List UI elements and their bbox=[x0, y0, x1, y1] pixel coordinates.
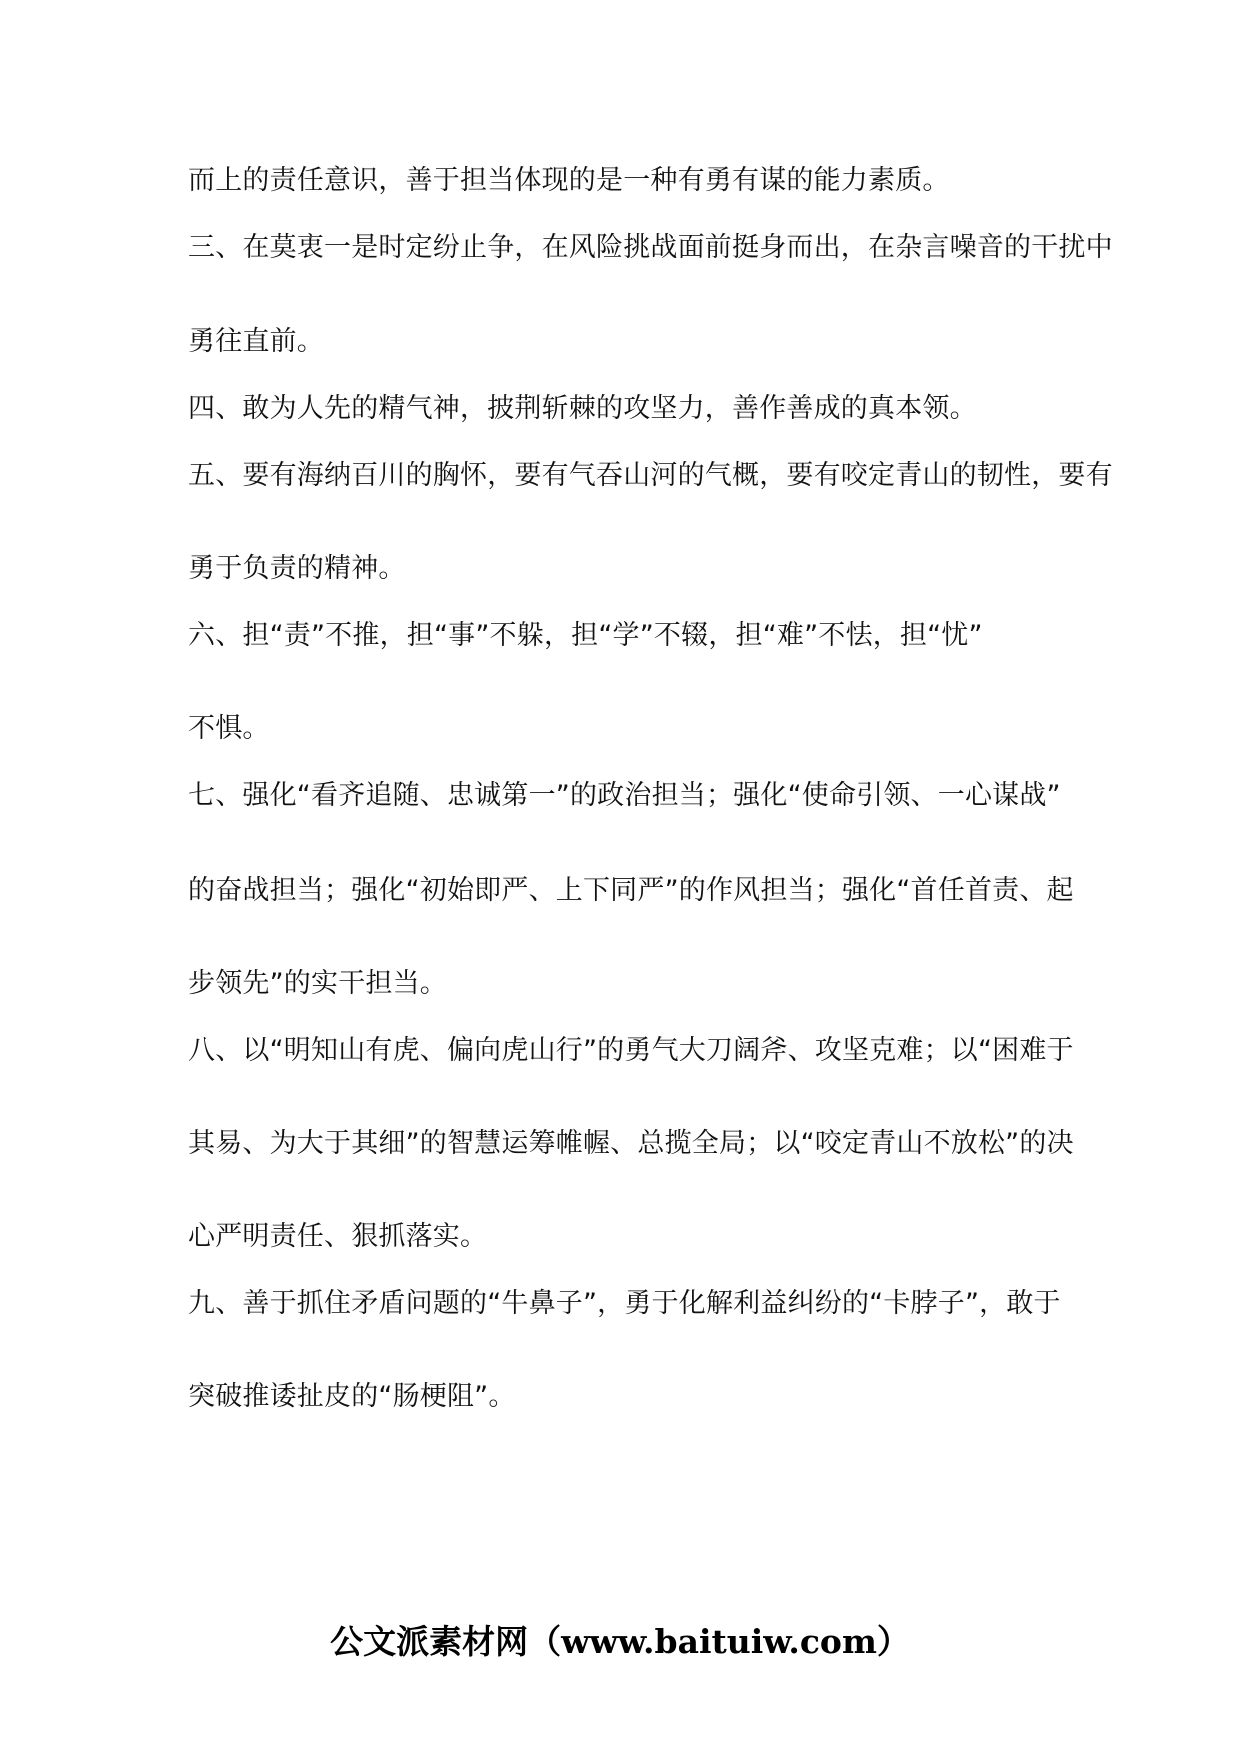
text-line: 勇于负责的精神。 bbox=[188, 553, 406, 584]
text-line: 突破推诿扯皮的“肠梗阻”。 bbox=[188, 1381, 516, 1412]
text-line: 三、在莫衷一是时定纷止争，在风险挑战面前挺身而出，在杂言噪音的干扰中 bbox=[188, 232, 1113, 263]
text-line: 不惧。 bbox=[188, 713, 270, 744]
text-line: 四、敢为人先的精气神，披荆斩棘的攻坚力，善作善成的真本领。 bbox=[188, 393, 977, 424]
text-line: 其易、为大于其细”的智慧运筹帷幄、总揽全局；以“咬定青山不放松”的决 bbox=[188, 1128, 1074, 1159]
text-line: 心严明责任、狠抓落实。 bbox=[188, 1221, 488, 1252]
text-line: 的奋战担当；强化“初始即严、上下同严”的作风担当；强化“首任首责、起 bbox=[188, 875, 1074, 906]
footer-watermark: 公文派素材网（www.baituiw.com） bbox=[330, 1622, 910, 1661]
text-line: 步领先”的实干担当。 bbox=[188, 968, 447, 999]
text-line: 九、善于抓住矛盾问题的“牛鼻子”，勇于化解利益纠纷的“卡脖子”，敢于 bbox=[188, 1288, 1061, 1319]
text-line: 而上的责任意识，善于担当体现的是一种有勇有谋的能力素质。 bbox=[188, 165, 950, 196]
text-line: 六、担“责”不推，担“事”不躲，担“学”不辍，担“难”不怯，担“忧” bbox=[188, 620, 983, 651]
text-line: 七、强化“看齐追随、忠诚第一”的政治担当；强化“使命引领、一心谋战” bbox=[188, 780, 1061, 811]
text-line: 勇往直前。 bbox=[188, 326, 324, 357]
text-line: 八、以“明知山有虎、偏向虎山行”的勇气大刀阔斧、攻坚克难；以“困难于 bbox=[188, 1035, 1074, 1066]
text-line: 五、要有海纳百川的胸怀，要有气吞山河的气概，要有咬定青山的韧性，要有 bbox=[188, 460, 1113, 491]
